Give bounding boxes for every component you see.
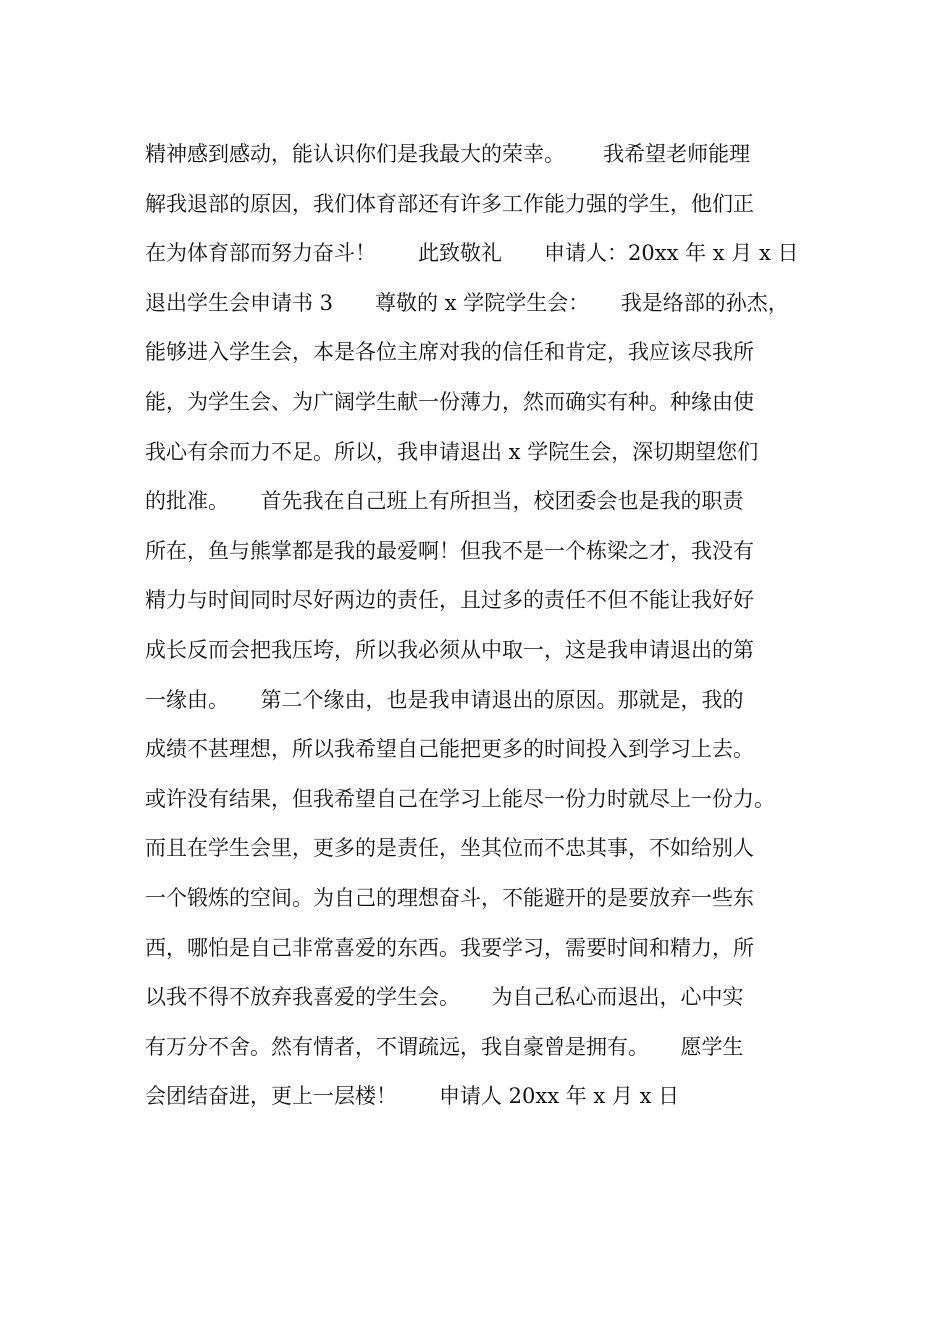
text-line: 退出学生会申请书 3 尊敬的 x 学院学生会： 我是络部的孙杰， bbox=[145, 290, 789, 315]
text-line: 成绩不甚理想，所以我希望自己能把更多的时间投入到学习上去。 bbox=[145, 737, 754, 762]
text-line: 精神感到感动，能认识你们是我最大的荣幸。 我希望老师能理 bbox=[145, 142, 751, 166]
text-line: 能够进入学生会，本是各位主席对我的信任和肯定，我应该尽我所 bbox=[145, 340, 754, 365]
text-line: 在为体育部而努力奋斗！ 此致敬礼 申请人：20xx 年 x 月 x 日 bbox=[145, 241, 799, 266]
text-line: 能，为学生会、为广阔学生献一份薄力，然而确实有种。种缘由使 bbox=[145, 389, 754, 414]
text-line: 所在，鱼与熊掌都是我的最爱啊！但我不是一个栋梁之才，我没有 bbox=[145, 538, 754, 563]
text-line: 成长反而会把我压垮，所以我必须从中取一，这是我申请退出的第 bbox=[145, 637, 754, 662]
text-line: 一个锻炼的空间。为自己的理想奋斗，不能避开的是要放弃一些东 bbox=[145, 885, 754, 910]
text-line: 西，哪怕是自己非常喜爱的东西。我要学习，需要时间和精力，所 bbox=[145, 935, 754, 960]
text-line: 一缘由。 第二个缘由，也是我申请退出的原因。那就是，我的 bbox=[145, 687, 744, 712]
text-line: 的批准。 首先我在自己班上有所担当，校团委会也是我的职责 bbox=[145, 489, 744, 514]
text-line: 而且在学生会里，更多的是责任，坐其位而不忠其事，不如给别人 bbox=[145, 836, 754, 861]
text-line: 精力与时间同时尽好两边的责任，且过多的责任不但不能让我好好 bbox=[145, 588, 754, 613]
text-line: 会团结奋进，更上一层楼！ 申请人 20xx 年 x 月 x 日 bbox=[145, 1084, 680, 1109]
text-line: 或许没有结果，但我希望自己在学习上能尽一份力时就尽上一份力。 bbox=[145, 786, 775, 811]
text-line: 以我不得不放弃我喜爱的学生会。 为自己私心而退出，心中实 bbox=[145, 985, 744, 1010]
body-text bbox=[145, 130, 845, 1122]
text-line: 我心有余而力不足。所以，我申请退出 x 学院生会，深切期望您们 bbox=[145, 439, 759, 464]
text-line: 解我退部的原因，我们体育部还有许多工作能力强的学生，他们正 bbox=[145, 191, 754, 216]
text-line: 有万分不舍。然有情者，不谓疏远，我自豪曾是拥有。 愿学生 bbox=[145, 1034, 744, 1059]
